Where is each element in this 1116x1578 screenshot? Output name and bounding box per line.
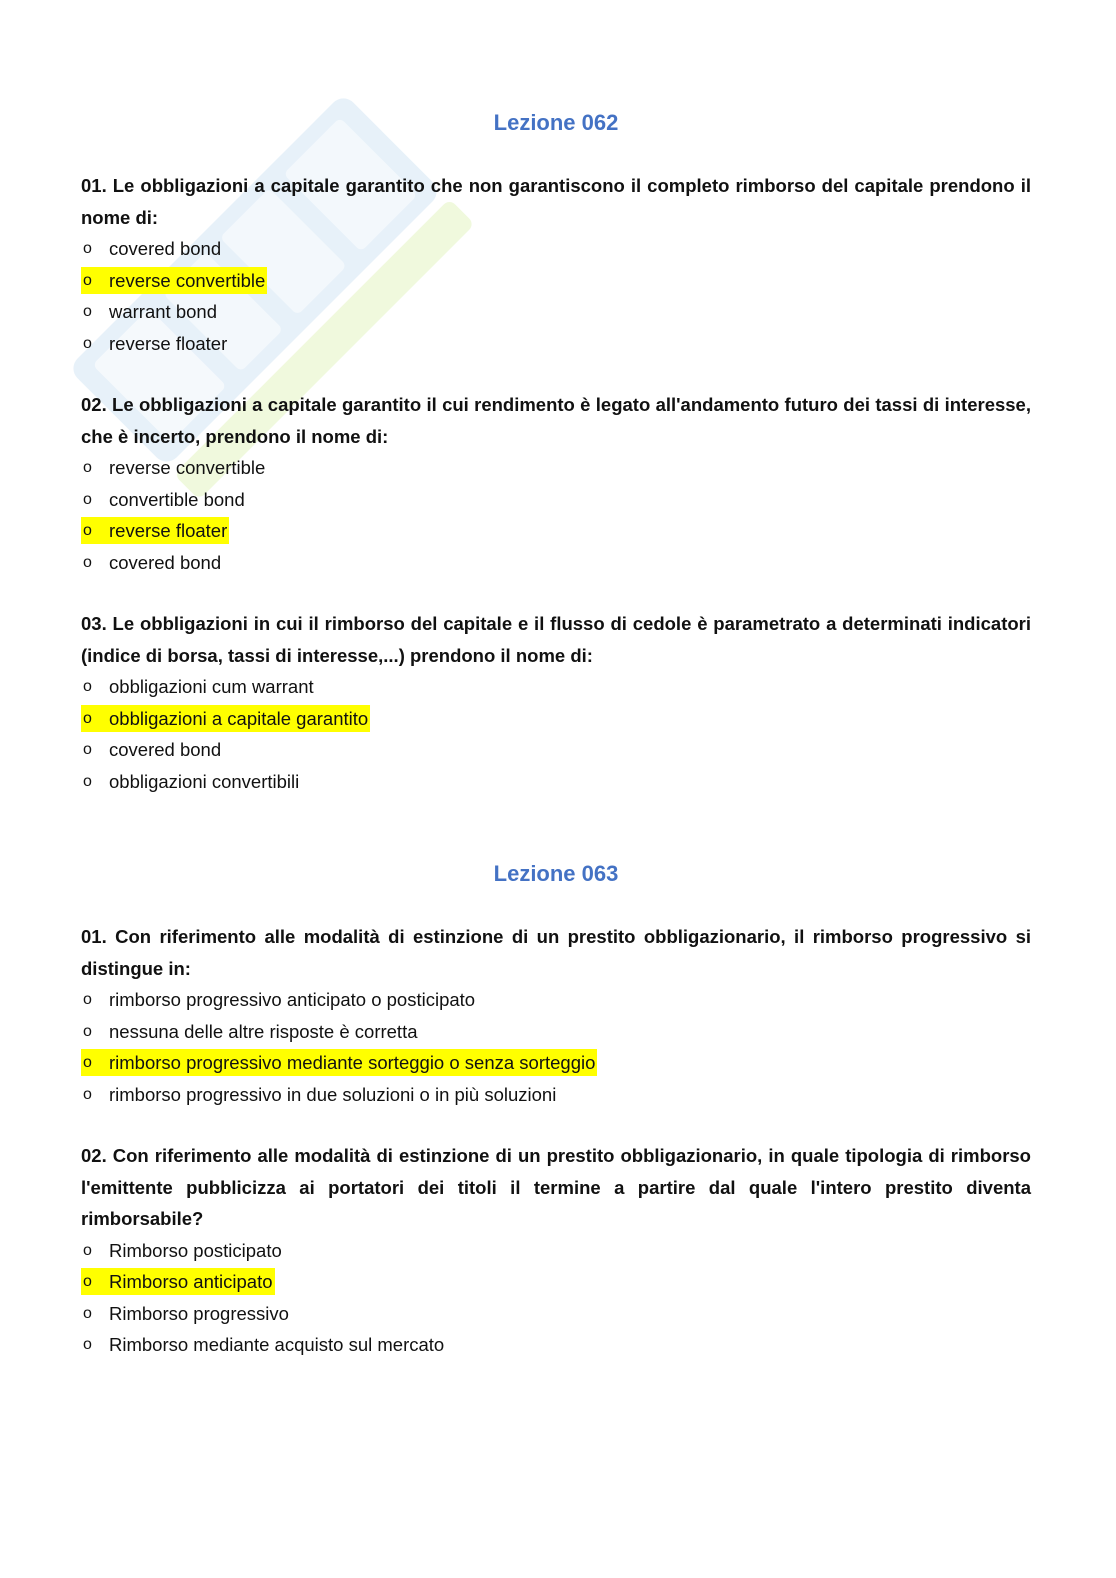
option-label: Rimborso progressivo: [109, 1302, 289, 1324]
option-bullet-icon: o: [83, 459, 92, 476]
question-block: [81, 921, 1031, 1110]
option-bullet-icon: o: [83, 1054, 92, 1071]
option-item: [81, 1235, 1031, 1267]
option-label: rimborso progressivo mediante sorteggio o senza sorteggio: [109, 1052, 596, 1073]
option-label: reverse floater: [109, 332, 228, 354]
option-label: reverse floater: [109, 520, 228, 541]
question-text: 03. Le obbligazioni in cui il rimborso del capitale e il flusso di cedole è parametrato a determinati indicatori (indice di borsa, tassi di interesse,...) prendono il nome di:: [81, 613, 1031, 666]
option-item: [81, 233, 1031, 265]
option-bullet-icon: o: [83, 1022, 92, 1040]
option-bullet-icon: o: [83, 522, 92, 539]
question-block: [81, 608, 1031, 797]
options-list: [81, 233, 1031, 359]
option-bullet-icon: o: [83, 678, 92, 695]
question-block: [81, 389, 1031, 578]
option-label: rimborso progressivo anticipato o posticipato: [109, 989, 476, 1010]
question-text: 02. Con riferimento alle modalità di estinzione di un prestito obbligazionario, in quale tipologia di rimborso l'emittente pubblicizza ai portatori dei titoli il termine a partire dal quale l'intero prestito diventa rimborsabile?: [81, 1145, 1031, 1229]
question-text: 01. Le obbligazioni a capitale garantito che non garantiscono il completo rimborso del capitale prendono il nome di:: [81, 175, 1031, 228]
option-label: rimborso progressivo in due soluzioni o in più soluzioni: [109, 1083, 557, 1105]
option-bullet-icon: o: [83, 1304, 92, 1322]
option-item-correct: [81, 1266, 1031, 1298]
option-bullet-icon: o: [83, 1241, 92, 1259]
lesson-title: Lezione 063: [493, 861, 619, 886]
option-item: [81, 452, 1031, 484]
option-label: covered bond: [109, 238, 222, 259]
option-item-correct: [81, 265, 1031, 297]
option-bullet-icon: o: [83, 1085, 92, 1103]
question-text: 02. Le obbligazioni a capitale garantito il cui rendimento è legato all'andamento futuro dei tassi di interesse, che è incerto, prendono il nome di:: [81, 394, 1031, 447]
option-label: covered bond: [109, 739, 222, 760]
option-bullet-icon: o: [83, 772, 92, 790]
lesson-section: [81, 104, 1031, 797]
option-bullet-icon: o: [83, 334, 92, 352]
option-bullet-icon: o: [83, 741, 92, 758]
option-bullet-icon: o: [83, 553, 92, 571]
option-item: [81, 547, 1031, 579]
option-item: [81, 328, 1031, 360]
option-label: obbligazioni cum warrant: [109, 676, 314, 697]
option-label: reverse convertible: [109, 457, 266, 478]
option-item: [81, 671, 1031, 703]
option-bullet-icon: o: [83, 991, 92, 1008]
option-label: convertible bond: [109, 488, 245, 510]
question-block: [81, 1140, 1031, 1361]
option-bullet-icon: o: [83, 709, 92, 727]
option-item-correct: [81, 703, 1031, 735]
options-list: [81, 984, 1031, 1110]
option-bullet-icon: o: [83, 1273, 92, 1290]
question-text: 01. Con riferimento alle modalità di estinzione di un prestito obbligazionario, il rimborso progressivo si distingue in:: [81, 926, 1031, 979]
option-item-correct: [81, 1047, 1031, 1079]
option-bullet-icon: o: [83, 490, 92, 508]
option-item: [81, 766, 1031, 798]
option-label: nessuna delle altre risposte è corretta: [109, 1020, 418, 1042]
option-item: [81, 734, 1031, 766]
option-bullet-icon: o: [83, 240, 92, 257]
option-bullet-icon: o: [83, 271, 92, 289]
options-list: [81, 1235, 1031, 1361]
option-bullet-icon: o: [83, 303, 92, 320]
option-label: Rimborso anticipato: [109, 1271, 273, 1292]
option-item: [81, 984, 1031, 1016]
option-item: [81, 484, 1031, 516]
option-item: [81, 296, 1031, 328]
option-label: warrant bond: [109, 301, 217, 322]
options-list: [81, 671, 1031, 797]
option-item: [81, 1298, 1031, 1330]
option-label: obbligazioni convertibili: [109, 770, 300, 792]
option-label: covered bond: [109, 551, 222, 573]
option-item: [81, 1016, 1031, 1048]
lesson-title: Lezione 062: [493, 110, 619, 135]
option-item: [81, 1329, 1031, 1361]
option-label: reverse convertible: [109, 269, 266, 291]
option-item: [81, 1079, 1031, 1111]
question-block: [81, 170, 1031, 359]
option-label: Rimborso mediante acquisto sul mercato: [109, 1334, 445, 1355]
option-item-correct: [81, 515, 1031, 547]
option-label: obbligazioni a capitale garantito: [109, 707, 369, 729]
option-label: Rimborso posticipato: [109, 1239, 282, 1261]
options-list: [81, 452, 1031, 578]
option-bullet-icon: o: [83, 1336, 92, 1353]
lesson-section: [81, 855, 1031, 1361]
document-body: [81, 104, 1031, 1391]
